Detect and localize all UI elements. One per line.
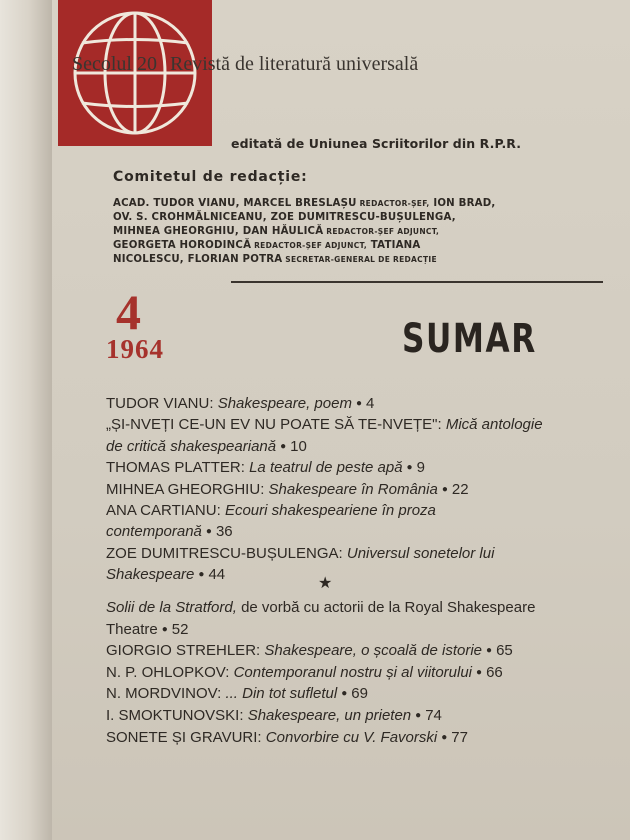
issue-number: 4 — [116, 284, 141, 340]
committee-line: ACAD. TUDOR VIANU, MARCEL BRESLAȘU REDACTOR-ȘEF, ION BRAD, — [113, 198, 496, 209]
committee-line: NICOLESCU, FLORIAN POTRA SECRETAR-GENERAL DE REDACȚIE — [113, 254, 437, 265]
committee-line: OV. S. CROHMĂLNICEANU, ZOE DUMITRESCU-BUȘULENGA, — [113, 212, 456, 223]
magazine-name: Secolul 20 — [72, 53, 157, 75]
committee-line: GEORGETA HORODINCĂ REDACTOR-ȘEF ADJUNCT, TATIANA — [113, 240, 421, 251]
toc-entry: Solii de la Stratford, de vorbă cu actorii de la Royal Shakespeare Theatre ● 52 — [106, 599, 536, 638]
contents-heading: SUMAR — [402, 316, 537, 362]
toc-entry: I. SMOKTUNOVSKI: Shakespeare, un prieten ● 74 — [106, 706, 442, 724]
divider-rule — [231, 281, 603, 283]
toc-entry: TUDOR VIANU: Shakespeare, poem ● 4 — [106, 395, 375, 412]
toc-entry: SONETE ȘI GRAVURI: Convorbire cu V. Favorski ● 77 — [106, 728, 468, 746]
issue-year: 1964 — [106, 334, 164, 364]
publisher-line: editată de Uniunea Scriitorilor din R.P.R. — [231, 136, 522, 151]
committee-list — [113, 197, 543, 267]
masthead — [72, 53, 418, 76]
committee-label: Comitetul de redacție: — [113, 169, 308, 185]
toc-entry: ANA CARTIANU: Ecouri shakespeariene în proza contemporană ● 36 — [106, 502, 436, 541]
toc-entry: N. MORDVINOV: ... Din tot sufletul ● 69 — [106, 685, 368, 703]
toc-entry: GIORGIO STREHLER: Shakespeare, o școală de istorie ● 65 — [106, 642, 513, 660]
table-of-contents — [106, 393, 546, 586]
toc-entry: „ȘI-NVEȚI CE-UN EV NU POATE SĂ TE-NVEȚE": Mică antologie de critică shakespeariană ● 10 — [106, 416, 543, 455]
committee-line: MIHNEA GHEORGHIU, DAN HĂULICĂ REDACTOR-ȘEF ADJUNCT, — [113, 226, 440, 237]
toc-entry: ZOE DUMITRESCU-BUȘULENGA: Universul sonetelor lui Shakespeare ● 44 — [106, 544, 495, 584]
toc-entry: THOMAS PLATTER: La teatrul de peste apă ● 9 — [106, 459, 425, 477]
toc-entry: MIHNEA GHEORGHIU: Shakespeare în România ● 22 — [106, 480, 469, 498]
magazine-subtitle: Revistă de literatură universală — [170, 53, 419, 75]
toc-entry: N. P. OHLOPKOV: Contemporanul nostru și al viitorului ● 66 — [106, 663, 503, 681]
separator-star: ★ — [318, 575, 333, 592]
table-of-contents-part-2 — [106, 597, 546, 748]
book-spine — [0, 0, 53, 840]
